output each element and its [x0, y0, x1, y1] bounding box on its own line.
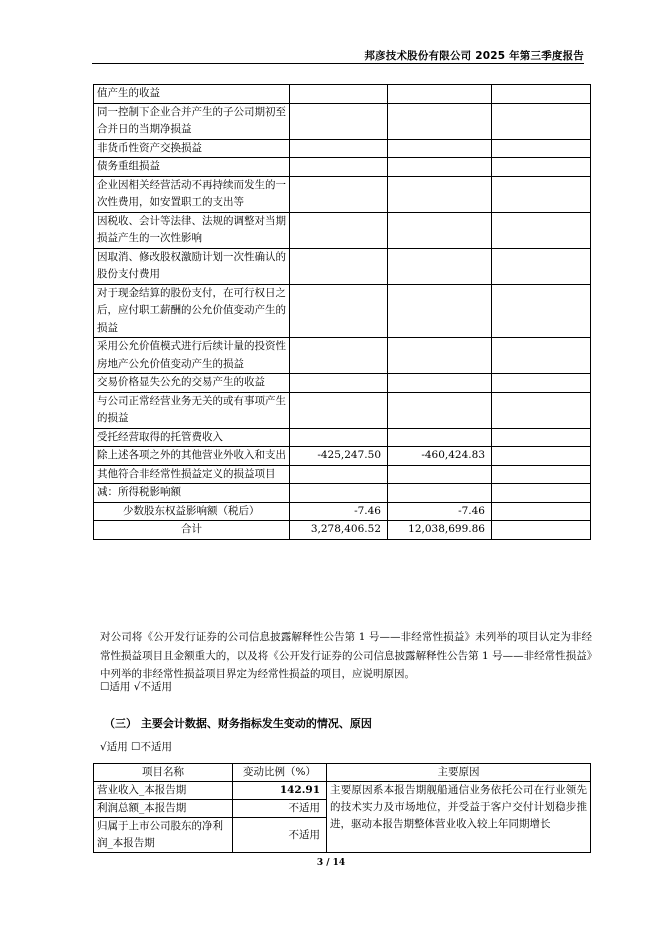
non-recurring-gains-table — [93, 84, 591, 540]
cell-value: -7.46 — [290, 502, 388, 521]
cell-value — [388, 139, 492, 158]
cell-value — [388, 338, 492, 374]
changes-table — [93, 763, 591, 853]
cell-value: 3,278,406.52 — [290, 521, 388, 540]
cell-value: -7.46 — [388, 502, 492, 521]
header-item-name: 项目名称 — [94, 764, 233, 782]
header-change-ratio: 变动比例（%） — [233, 764, 327, 782]
report-header-title: 邦彦技术股份有限公司 2025 年第三季度报告 — [364, 50, 584, 62]
table-row — [94, 447, 591, 466]
row-label: 营业收入_本报告期 — [94, 782, 233, 800]
cell-value — [290, 103, 388, 139]
cell-note — [492, 447, 591, 466]
row-label: 企业因相关经营活动不再持续而发生的一次性费用，如安置职工的支出等 — [94, 176, 290, 212]
row-label: 少数股东权益影响额（税后） — [94, 502, 290, 521]
cell-value — [388, 158, 492, 177]
cell-value — [290, 158, 388, 177]
cell-value — [388, 248, 492, 284]
cell-note — [492, 338, 591, 374]
cell-note — [492, 428, 591, 447]
row-label: 与公司正常经营业务无关的或有事项产生的损益 — [94, 392, 290, 428]
table-row — [94, 248, 591, 284]
cell-value — [388, 103, 492, 139]
table-row — [94, 465, 591, 484]
cell-note — [492, 392, 591, 428]
explanation-paragraph: 对公司将《公开发行证券的公司信息披露解释性公告第 1 号——非经常性损益》未列举的项目认定为非经常性损益项目且金额重大的，以及将《公开发行证券的公司信息披露解释性公告第 1 号——非经常性损益》中列举的非经常性损益项目界定为经常性损益的项目，应说明原因。 — [100, 631, 592, 680]
cell-note — [492, 521, 591, 540]
cell-value: -460,424.83 — [388, 447, 492, 466]
table-row — [94, 176, 591, 212]
row-label: 同一控制下企业合并产生的子公司期初至合并日的当期净损益 — [94, 103, 290, 139]
cell-value — [388, 284, 492, 338]
cell-note — [492, 502, 591, 521]
cell-value: 12,038,699.86 — [388, 521, 492, 540]
cell-note — [492, 374, 591, 393]
cell-note — [492, 248, 591, 284]
table-row — [94, 139, 591, 158]
cell-value — [388, 85, 492, 104]
cell-note — [492, 103, 591, 139]
cell-value — [290, 338, 388, 374]
cell-note — [492, 465, 591, 484]
cell-value — [290, 139, 388, 158]
table-row — [94, 338, 591, 374]
row-label: 交易价格显失公允的交易产生的收益 — [94, 374, 290, 393]
cell-note — [492, 85, 591, 104]
cell-value — [290, 248, 388, 284]
applicability-checkbox-2: √适用 ☐不适用 — [100, 741, 172, 753]
table-row — [94, 502, 591, 521]
cell-value — [388, 374, 492, 393]
cell-value — [290, 284, 388, 338]
header-main-reason: 主要原因 — [327, 764, 591, 782]
table-row — [94, 392, 591, 428]
row-label: 其他符合非经常性损益定义的损益项目 — [94, 465, 290, 484]
row-label: 值产生的收益 — [94, 85, 290, 104]
table-row — [94, 103, 591, 139]
cell-note — [492, 212, 591, 248]
main-reason-text: 主要原因系本报告期舰船通信业务依托公司在行业领先的技术实力及市场地位，并受益于客户交付计划稳步推进，驱动本报告期整体营业收入较上年同期增长 — [327, 782, 591, 853]
table-header-row — [94, 764, 591, 782]
cell-ratio: 142.91 — [233, 782, 327, 800]
table-row — [94, 782, 591, 800]
cell-value — [388, 392, 492, 428]
cell-value — [290, 484, 388, 503]
table-row — [94, 428, 591, 447]
row-label: 因取消、修改股权激励计划一次性确认的股份支付费用 — [94, 248, 290, 284]
cell-value — [290, 212, 388, 248]
cell-value — [290, 392, 388, 428]
row-label: 利润总额_本报告期 — [94, 800, 233, 818]
row-label: 减：所得税影响额 — [94, 484, 290, 503]
table-row — [94, 158, 591, 177]
cell-note — [492, 484, 591, 503]
table-row — [94, 85, 591, 104]
cell-value — [388, 465, 492, 484]
cell-ratio: 不适用 — [233, 818, 327, 853]
cell-value — [388, 484, 492, 503]
cell-value — [388, 212, 492, 248]
table-row — [94, 212, 591, 248]
table-row — [94, 284, 591, 338]
row-label: 合计 — [94, 521, 290, 540]
table-row-total — [94, 521, 591, 540]
row-label: 因税收、会计等法律、法规的调整对当期损益产生的一次性影响 — [94, 212, 290, 248]
cell-value — [388, 428, 492, 447]
cell-note — [492, 284, 591, 338]
cell-ratio: 不适用 — [233, 800, 327, 818]
row-label: 受托经营取得的托管费收入 — [94, 428, 290, 447]
table-row — [94, 374, 591, 393]
row-label: 归属于上市公司股东的净利润_本报告期 — [94, 818, 233, 853]
row-label: 除上述各项之外的其他营业外收入和支出 — [94, 447, 290, 466]
cell-value — [290, 465, 388, 484]
cell-value — [290, 176, 388, 212]
page-number: 3 / 14 — [316, 858, 346, 868]
applicability-checkbox-1: ☐适用 √不适用 — [100, 681, 172, 693]
table-row — [94, 484, 591, 503]
header-divider — [92, 63, 584, 64]
cell-value — [290, 374, 388, 393]
row-label: 非货币性资产交换损益 — [94, 139, 290, 158]
cell-note — [492, 139, 591, 158]
cell-value — [290, 428, 388, 447]
cell-note — [492, 158, 591, 177]
cell-value — [290, 85, 388, 104]
row-label: 对于现金结算的股份支付，在可行权日之后，应付职工薪酬的公允价值变动产生的损益 — [94, 284, 290, 338]
row-label: 债务重组损益 — [94, 158, 290, 177]
cell-value — [388, 176, 492, 212]
cell-note — [492, 176, 591, 212]
cell-value: -425,247.50 — [290, 447, 388, 466]
section-3-title: （三） 主要会计数据、财务指标发生变动的情况、原因 — [104, 717, 372, 730]
row-label: 采用公允价值模式进行后续计量的投资性房地产公允价值变动产生的损益 — [94, 338, 290, 374]
